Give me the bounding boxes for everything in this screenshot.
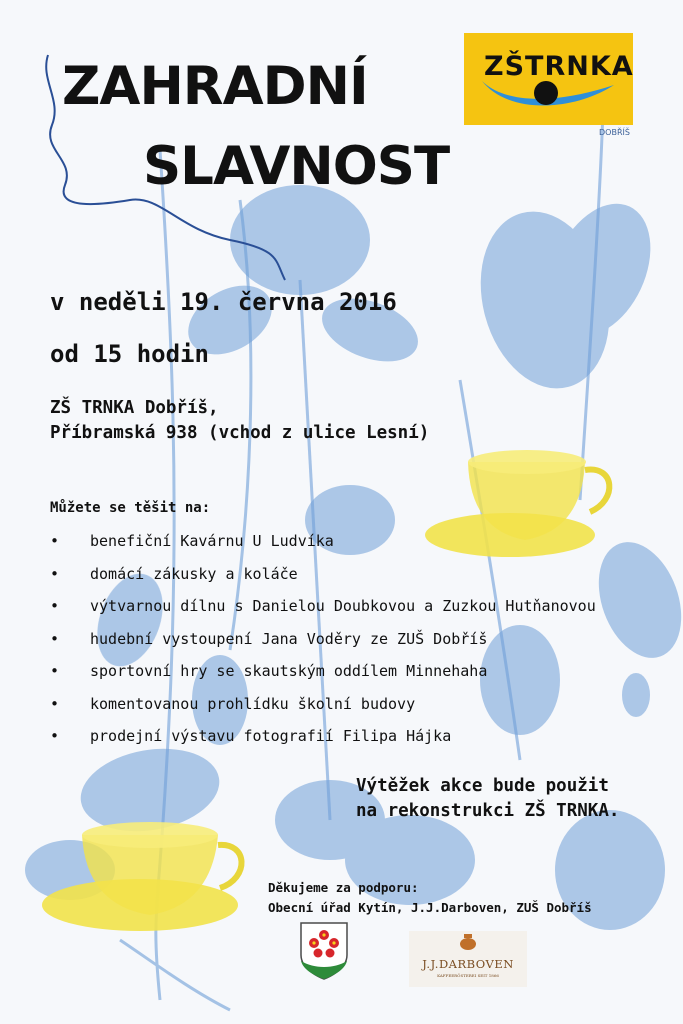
darboven-name: J.J.DARBOVEN bbox=[422, 957, 514, 971]
address-line-1: ZŠ TRNKA Dobříš, bbox=[50, 398, 219, 418]
thanks-line-1: Děkujeme za podporu: bbox=[268, 880, 419, 895]
proceeds-line-1: Výtěžek akce bude použit bbox=[356, 776, 609, 796]
list-item bbox=[50, 528, 596, 561]
title-line-2: SLAVNOST bbox=[143, 136, 450, 197]
program-list bbox=[50, 528, 596, 756]
address-line-2: Příbramská 938 (vchod z ulice Lesní) bbox=[50, 423, 430, 443]
event-address bbox=[50, 396, 429, 446]
thanks-line-2: Obecní úřad Kytín, J.J.Darboven, ZUŠ Dobříš bbox=[268, 900, 592, 915]
program-lead: Můžete se těšit na: bbox=[50, 500, 211, 516]
bullet: • bbox=[50, 629, 60, 648]
list-item bbox=[50, 658, 596, 691]
sponsors-note bbox=[268, 878, 592, 918]
school-logo bbox=[464, 33, 633, 125]
bullet: • bbox=[50, 727, 60, 745]
darboven-logo bbox=[409, 931, 527, 987]
event-date: v neděli 19. června 2016 bbox=[50, 288, 397, 316]
list-item bbox=[50, 626, 596, 659]
program-item-text: výtvarnou dílnu s Danielou Doubkovou a Zuzkou Hutňanovou bbox=[90, 597, 596, 615]
program-item-text: prodejní výstavu fotografií Filipa Hájka bbox=[90, 727, 452, 745]
logo-wordmark: ZŠTRNKA bbox=[484, 51, 634, 82]
darboven-emblem-icon bbox=[409, 931, 527, 953]
list-item bbox=[50, 723, 596, 756]
program-item-text: benefiční Kavárnu U Ludvíka bbox=[90, 532, 334, 550]
logo-place: DOBŘÍŠ bbox=[599, 128, 630, 137]
program-item-text: sportovní hry se skautským oddílem Minnehaha bbox=[90, 662, 488, 680]
list-item bbox=[50, 561, 596, 594]
proceeds-note bbox=[356, 774, 619, 824]
program-item-text: hudební vystoupení Jana Voděry ze ZUŠ Dobříš bbox=[90, 629, 488, 648]
program-item-text: komentovanou prohlídku školní budovy bbox=[90, 694, 416, 713]
proceeds-line-2: na rekonstrukci ZŠ TRNKA. bbox=[356, 801, 620, 821]
bullet: • bbox=[50, 597, 60, 615]
municipal-crest-icon bbox=[299, 921, 349, 981]
list-item bbox=[50, 691, 596, 724]
bullet: • bbox=[50, 532, 60, 550]
bullet: • bbox=[50, 662, 60, 680]
bullet: • bbox=[50, 564, 60, 583]
program-item-text: domácí zákusky a koláče bbox=[90, 564, 298, 583]
list-item bbox=[50, 593, 596, 626]
bullet: • bbox=[50, 694, 60, 713]
title-line-1: ZAHRADNÍ bbox=[62, 56, 368, 117]
darboven-subtitle: KAFFEERÖSTEREI SEIT 1866 bbox=[437, 973, 499, 978]
event-time: od 15 hodin bbox=[50, 340, 209, 368]
